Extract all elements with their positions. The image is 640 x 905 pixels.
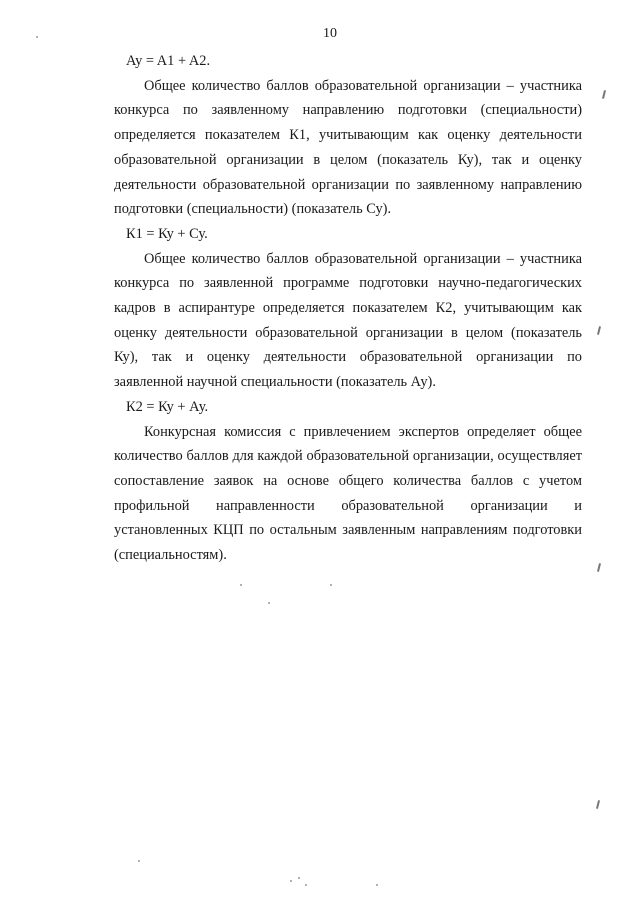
- formula-k2: К2 = Ку + Ау.: [126, 398, 209, 415]
- scan-mark: [597, 563, 601, 572]
- scan-speck: [298, 877, 300, 879]
- scan-mark: [597, 326, 601, 335]
- scan-speck: [305, 884, 307, 886]
- scan-speck: [138, 860, 140, 862]
- paragraph-k2-definition: Общее количество баллов образовательной организации – участника конкурса по заявленной программе подготовки научно-педагогических кадров в аспирантуре определяется показателем К2, учитывающим как оценку деятельности образовательной организации в целом (показатель Ку), так и оценку деятельности образовательной организации по заявленной научной специальности (показатель Ау).: [114, 250, 582, 391]
- scan-speck: [240, 584, 242, 586]
- formula-k1: К1 = Ку + Су.: [126, 225, 208, 242]
- scan-speck: [268, 602, 270, 604]
- page-number: 10: [323, 26, 337, 41]
- scan-speck: [36, 36, 38, 38]
- scan-mark: [596, 800, 600, 809]
- scan-speck: [290, 880, 292, 882]
- scan-speck: [330, 584, 332, 586]
- paragraph-k1-definition: Общее количество баллов образовательной организации – участника конкурса по заявленному направлению подготовки (специальности) определяется показателем К1, учитывающим как оценку деятельности образовательной организации в целом (показатель Ку), так и оценку деятельности образовательной организации по заявленному направлению подготовки (специальности) (показатель Су).: [114, 77, 582, 218]
- formula-ay: Ay = A1 + A2.: [126, 53, 211, 69]
- document-body: [114, 49, 582, 568]
- paragraph-commission: Конкурсная комиссия с привлечением экспертов определяет общее количество баллов для каждой образовательной организации, осуществляет сопоставление заявок на основе общего количества баллов с учетом профильной направленности образовательной организации и установленных КЦП по остальным заявленным направлениям подготовки (специальностям).: [114, 423, 582, 564]
- scan-mark: [602, 90, 606, 99]
- scan-speck: [376, 884, 378, 886]
